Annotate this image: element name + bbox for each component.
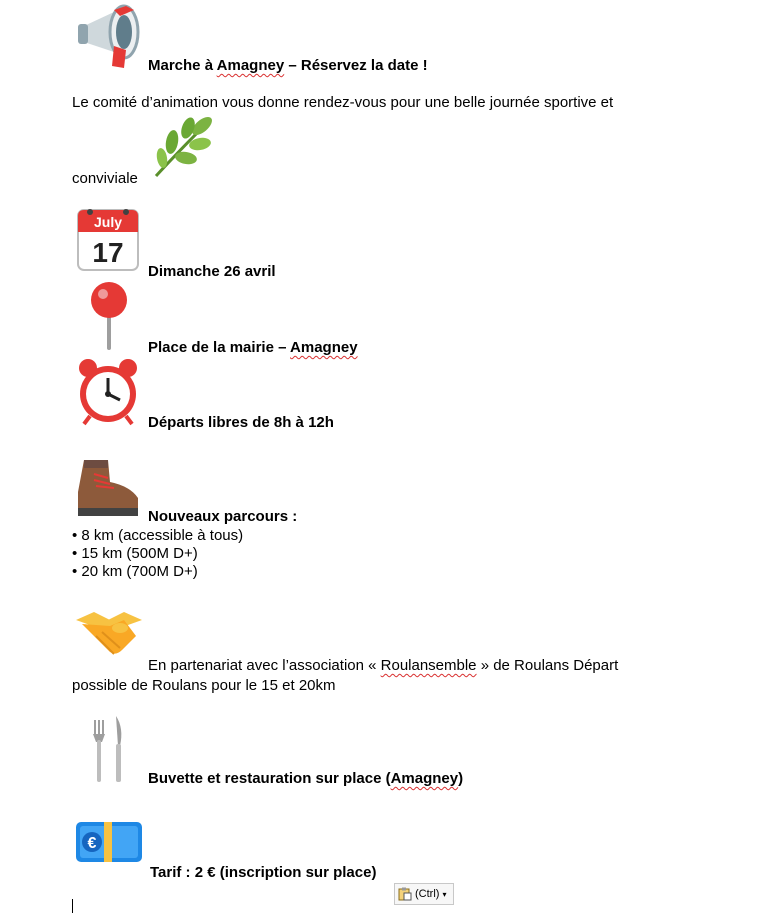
partnership-association: Roulansemble (380, 657, 477, 674)
fork-and-knife-icon (86, 712, 130, 784)
food-info (148, 770, 463, 788)
food-prefix: Buvette et restauration sur place ( (148, 770, 391, 787)
route-item: • 8 km (accessible à tous) (72, 527, 244, 544)
place-prefix: Place de la mairie – (148, 339, 291, 356)
place-town: Amagney (290, 339, 358, 356)
intro-line-1: Le comité d’animation vous donne rendez-vous pour une belle journée sportive et (72, 94, 614, 111)
paste-options-button[interactable] (394, 883, 454, 905)
partnership-line-1 (148, 657, 618, 675)
text-cursor (72, 899, 73, 913)
alarm-clock-icon (76, 356, 140, 426)
routes-title: Nouveaux parcours : (148, 508, 298, 525)
herb-icon (148, 112, 218, 182)
event-departures: Départs libres de 8h à 12h (148, 414, 334, 431)
handshake-icon (74, 606, 144, 660)
clipboard-icon (398, 887, 412, 901)
event-place (148, 339, 358, 357)
food-town: Amagney (390, 770, 459, 787)
partnership-suffix: » de Roulans Départ (476, 657, 619, 674)
food-suffix: ) (458, 770, 464, 787)
event-date: Dimanche 26 avril (148, 263, 276, 280)
chevron-down-icon: ▾ (442, 889, 447, 899)
heading-suffix: – Réservez la date ! (284, 57, 428, 74)
heading-prefix: Marche à (148, 57, 217, 74)
euro-banknote-icon (74, 818, 144, 866)
partnership-prefix: En partenariat avec l’association « (148, 657, 381, 674)
calendar-day: 17 (92, 237, 124, 268)
megaphone-icon (74, 2, 144, 70)
event-heading (148, 57, 428, 75)
route-item: • 20 km (700M D+) (72, 563, 198, 580)
heading-town: Amagney (216, 57, 285, 74)
intro-line-2: conviviale (72, 170, 138, 187)
map-pin-icon (88, 280, 130, 352)
svg-text:€: € (87, 835, 97, 852)
price-info: Tarif : 2 € (inscription sur place) (150, 864, 377, 881)
hiking-boot-icon (74, 456, 144, 520)
calendar-icon (76, 206, 140, 272)
calendar-month: July (93, 214, 123, 230)
paste-options-label: (Ctrl) (415, 888, 440, 900)
partnership-line-2: possible de Roulans pour le 15 et 20km (72, 677, 336, 694)
route-item: • 15 km (500M D+) (72, 545, 198, 562)
